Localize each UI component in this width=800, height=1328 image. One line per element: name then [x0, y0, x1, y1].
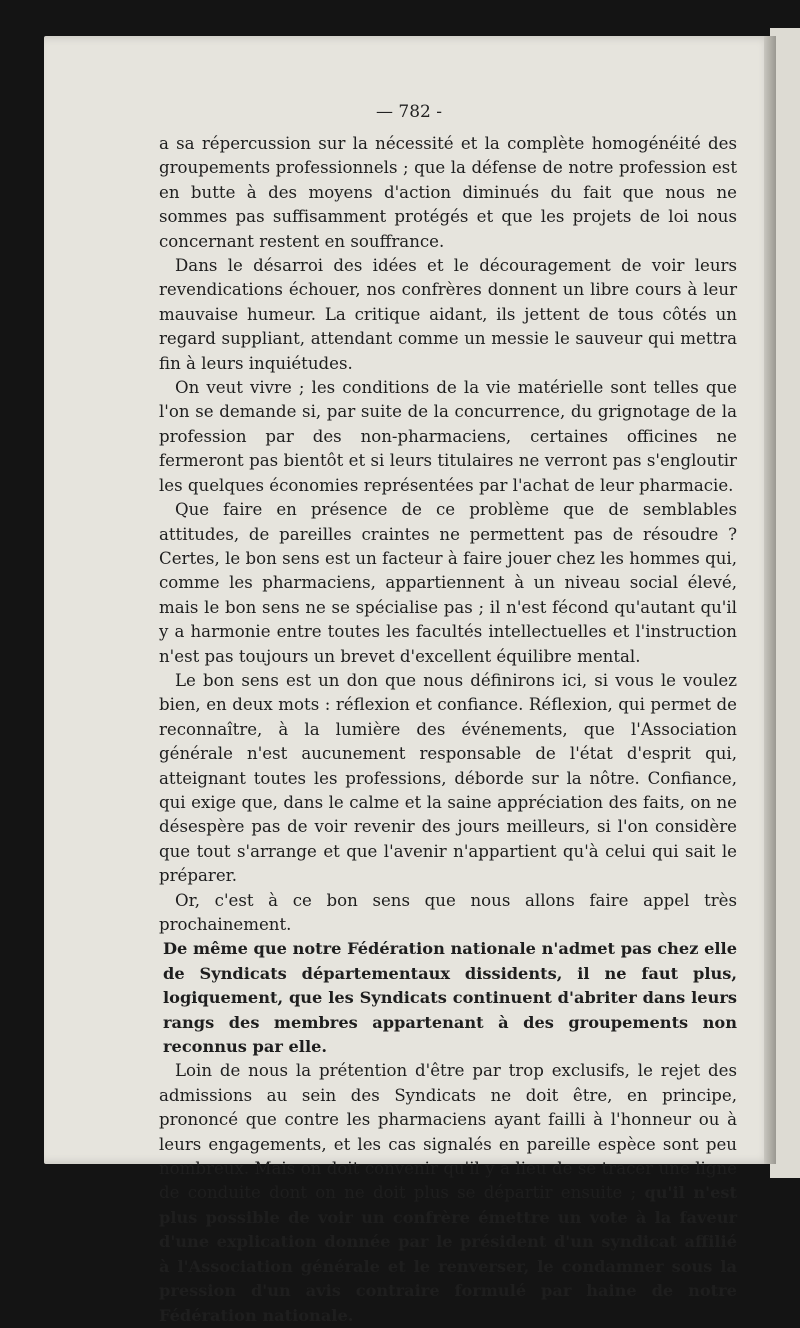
paragraph-last-normal: Loin de nous la prétention d'être par trop exclusifs, le rejet des admissions au sein des Syndicats ne doit être, en principe, prononcé que contre les pharmaciens ayant failli à l'honneur ou à leurs engagements, et les cas signalés en pareille espèce sont peu nombreux. Mais on doit convenir qu'il y a lieu de se tracer une ligne de conduite dont on ne doit plus se départir ensuite ;: [159, 1061, 737, 1203]
paragraph-last: [159, 1059, 737, 1327]
paragraph-last-bold: qu'il n'est plus possible de voir un confrère émettre un vote à la faveur d'une explication donnée par le président d'un syndicat affilié à l'Association générale et le renverser, le condamner sous la pression d'un avis contraire formulé par haine de notre Fédération nationale.: [159, 1183, 738, 1325]
page-gutter-shadow: [764, 36, 776, 1164]
paragraph-1: a sa répercussion sur la nécessité et la complète homogénéité des groupements professionnels ; que la défense de notre profession est en butte à des moyens d'action diminués du fait que nous ne sommes pas suffisamment protégés et que les projets de loi nous concernant restent en souffrance.: [159, 134, 737, 251]
paragraph-6: Or, c'est à ce bon sens que nous allons faire appel très prochainement.: [159, 890, 737, 934]
paragraph-4: Que faire en présence de ce problème que de semblables attitudes, de pareilles craintes ne permettent pas de résoudre ? Certes, le bon sens est un facteur à faire jouer chez les hommes qui, comme les pharmaciens, appartiennent à un niveau social élevé, mais le bon sens ne se spécialise pas ; il n'est fécond qu'autant qu'il y a harmonie entre toutes les facultés intellectuelles et l'instruction n'est pas toujours un brevet d'excellent équilibre mental.: [159, 500, 737, 666]
document-page: [44, 36, 774, 1325]
paragraph-5: Le bon sens est un don que nous définirons ici, si vous le voulez bien, en deux mots : réflexion et confiance. Réflexion, qui permet de reconnaître, à la lumière des événements, que l'Association générale n'est aucunement responsable de l'état d'esprit qui, atteignant toutes les professions, déborde sur la nôtre. Confiance, qui exige que, dans le calme et la saine appréciation des faits, on ne désespère pas de voir revenir des jours meilleurs, si l'on considère que tout s'arrange et que l'avenir n'appartient qu'à celui qui sait le préparer.: [159, 670, 737, 886]
bold-paragraph: De même que notre Fédération nationale n'admet pas chez elle de Syndicats départementaux dissidents, il ne faut plus, logiquement, que les Syndicats continuent d'abriter dans leurs rangs des membres appartenant à des groupements non reconnus par elle.: [163, 939, 737, 1057]
body-text: [159, 132, 737, 1328]
paragraph-2: Dans le désarroi des idées et le découragement de voir leurs revendications échouer, nos confrères donnent un libre cours à leur mauvaise humeur. La critique aidant, ils jettent de tous côtés un regard suppliant, attendant comme un messie le sauveur qui mettra fin à leurs inquiétudes.: [159, 256, 737, 373]
page-number: — 782 -: [376, 102, 442, 122]
paragraph-3: On veut vivre ; les conditions de la vie matérielle sont telles que l'on se demande si, par suite de la concurrence, du grignotage de la profession par des non-pharmaciens, certaines officines ne fermeront pas bientôt et si leurs titulaires ne verront pas s'engloutir les quelques économies représentées par l'achat de leur pharmacie.: [159, 378, 737, 495]
